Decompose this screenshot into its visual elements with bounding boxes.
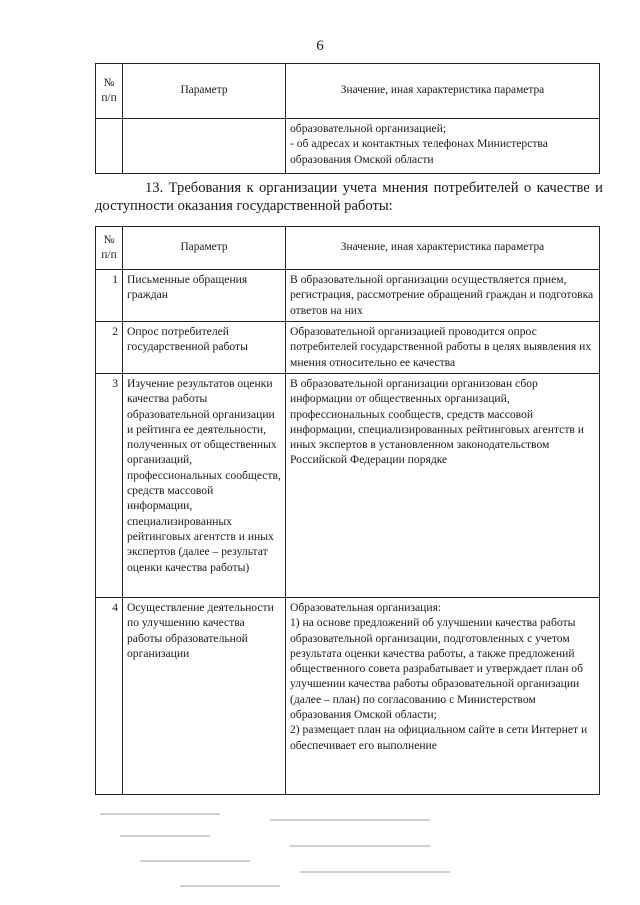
header-value: Значение, иная характеристика параметра xyxy=(286,227,600,270)
cell-param xyxy=(123,119,286,174)
table-row xyxy=(96,374,600,598)
cell-value: Образовательной организацией проводится опрос потребителей государственной работы в целях выявления их мнения относительно ее качества xyxy=(286,322,600,374)
cell-value: В образовательной организации организован сбор информации от общественных организаций, профессиональных сообществ, средств массовой информации, специализированных рейтинговых агентств и иных экспертов в установленном законодательством Российской Федерации порядке xyxy=(286,374,600,598)
table-header-row xyxy=(96,64,600,119)
cell-num: 3 xyxy=(96,374,123,598)
header-num: № п/п xyxy=(96,227,123,270)
cell-param: Опрос потребителей государственной работы xyxy=(123,322,286,374)
cell-num: 2 xyxy=(96,322,123,374)
cell-num xyxy=(96,119,123,174)
table-row xyxy=(96,598,600,795)
header-param: Параметр xyxy=(123,227,286,270)
value-line: 1) на основе предложений об улучшении качества работы образовательной организации, подготовленных с учетом результата оценки качества работы, а также предложений общественного совета разрабатывает и утверждает план об улучшении качества работы образовательной организации (далее – план) по согласованию с Министерством образования Омской области; xyxy=(290,616,583,722)
table-row xyxy=(96,119,600,174)
cell-param: Изучение результатов оценки качества работы образовательной организации и рейтинга ее деятельности, полученных от общественных организаций, профессиональных сообществ, средств массовой информации, специализированных рейтинговых агентств и иных экспертов (далее – результат оценки качества работы) xyxy=(123,374,286,598)
cell-param: Письменные обращения граждан xyxy=(123,270,286,322)
cell-value xyxy=(286,598,600,795)
header-value: Значение, иная характеристика параметра xyxy=(286,64,600,119)
header-num: № п/п xyxy=(96,64,123,119)
scan-show-through xyxy=(60,805,580,895)
section-heading: 13. Требования к организации учета мнения потребителей о качестве и доступности оказания государственной работы: xyxy=(95,180,603,214)
cell-value: В образовательной организации осуществляется прием, регистрация, рассмотрение обращений граждан и подготовка ответов на них xyxy=(286,270,600,322)
continuation-line: образовательной организацией; xyxy=(290,122,447,135)
cell-num: 1 xyxy=(96,270,123,322)
continuation-line: - об адресах и контактных телефонах Министерства образования Омской области xyxy=(290,137,548,166)
cell-num: 4 xyxy=(96,598,123,795)
continuation-table xyxy=(95,63,600,174)
cell-param: Осуществление деятельности по улучшению качества работы образовательной организации xyxy=(123,598,286,795)
table-header-row xyxy=(96,227,600,270)
cell-value xyxy=(286,119,600,174)
header-param: Параметр xyxy=(123,64,286,119)
table-row xyxy=(96,322,600,374)
value-line: 2) размещает план на официальном сайте в сети Интернет и обеспечивает его выполнение xyxy=(290,723,588,752)
page-number: 6 xyxy=(316,38,324,54)
table-row xyxy=(96,270,600,322)
value-line: Образовательная организация: xyxy=(290,601,442,614)
requirements-table xyxy=(95,226,600,795)
